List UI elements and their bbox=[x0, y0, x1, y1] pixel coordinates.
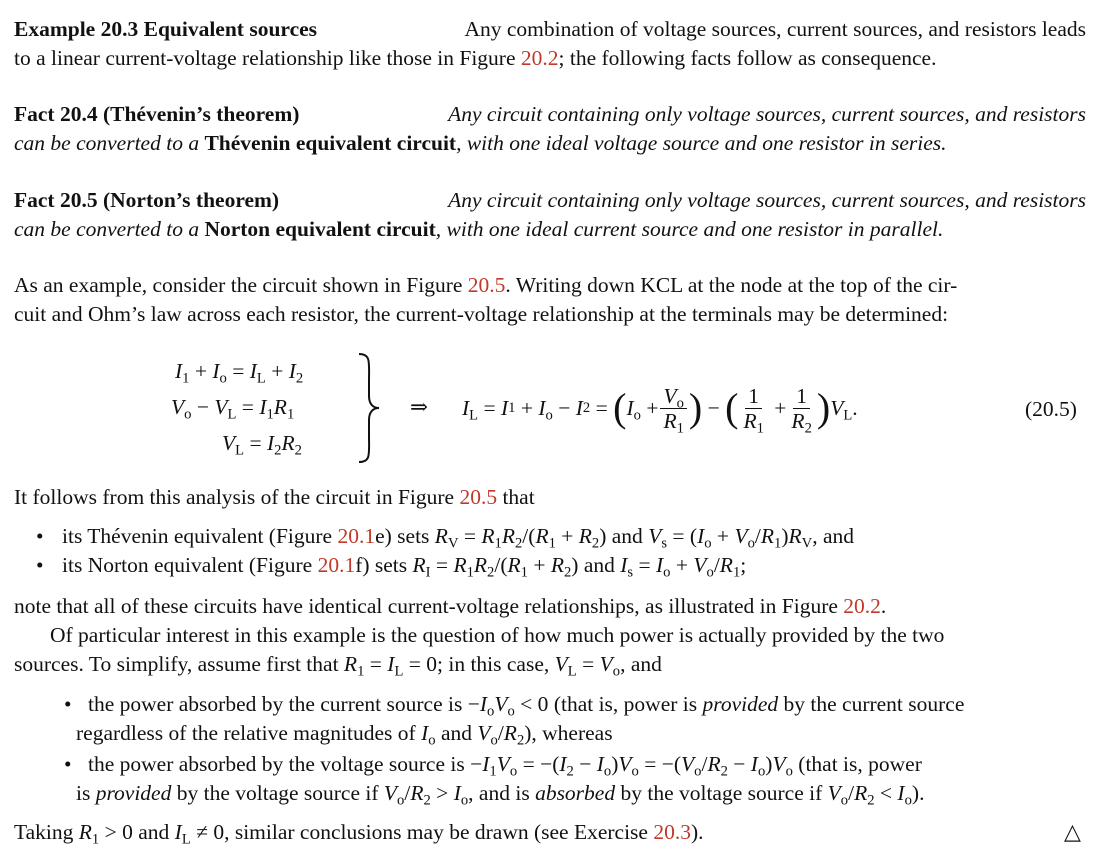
intro-line-1 bbox=[14, 270, 957, 300]
figure-link[interactable]: 20.1 bbox=[337, 524, 376, 548]
fact-norton-label: Fact 20.5 (Norton’s theorem) bbox=[14, 188, 280, 212]
fact-norton-text-2: can be converted to a bbox=[14, 217, 200, 241]
example-line-1 bbox=[14, 14, 1086, 44]
right-brace bbox=[355, 352, 385, 464]
bullet-current-source: • the power absorbed by the current source is $-I_oV_o < 0$ (that is, power is provided by the current source bbox=[88, 689, 964, 719]
bullet-text: , and is bbox=[468, 781, 530, 805]
example-label: Example 20.3 bbox=[14, 17, 139, 41]
figure-link[interactable]: 20.2 bbox=[520, 46, 559, 70]
bullet-current-source-cont: regardless of the relative magnitudes of $I_o$ and $V_o/R_2$), whereas bbox=[76, 721, 613, 749]
intro-text-1: As an example, consider the circuit shown in Figure bbox=[14, 273, 463, 297]
example-text-3: ; the following facts follow as consequence. bbox=[558, 46, 937, 70]
interest-text-1: Of particular interest in this example is the question of how much power is actually provided by the two bbox=[50, 623, 945, 647]
follows-text-2: that bbox=[502, 485, 535, 509]
figure-link[interactable]: 20.5 bbox=[467, 273, 506, 297]
bullet-dot: • bbox=[36, 524, 44, 548]
follows-line bbox=[14, 482, 535, 512]
bullet-norton: • its Norton equivalent (Figure 20.1f) sets $R_I = R_1R_2/(R_1 + R_2)$ and $I_s = I_o + V_o/R_1$; bbox=[62, 550, 746, 580]
figure-link[interactable]: 20.5 bbox=[459, 485, 498, 509]
bullet-emphasis: provided bbox=[95, 781, 172, 805]
fact-norton-text-3: , with one ideal current source and one resistor in parallel. bbox=[435, 217, 944, 241]
example-line-2 bbox=[14, 43, 936, 73]
fact-thevenin-line-2 bbox=[14, 128, 947, 158]
example-text-2: to a linear current-voltage relationship like those in Figure bbox=[14, 46, 516, 70]
figure-link[interactable]: 20.1 bbox=[317, 553, 356, 577]
equation-result: $I_L$ = I 1 + $I_o$ − I 2 = ( $I_o$ + $\frac{V_o}{R_1}$ ) − ( $\frac{1}{R_1}$ + $\frac{1}{R_2}$ ) $V_L$ . bbox=[462, 383, 858, 436]
fact-thevenin-text-2: can be converted to a bbox=[14, 131, 200, 155]
fraction-1-r2: $\frac{1}{R_2}$ bbox=[791, 383, 812, 436]
fact-norton-line-2 bbox=[14, 214, 943, 244]
bullet-thevenin: • its Thévenin equivalent (Figure 20.1e) sets $R_V = R_1R_2/(R_1 + R_2)$ and $V_s = (I_o + V_o/R_1)R_V$, and bbox=[62, 521, 854, 551]
fact-thevenin-label: Fact 20.4 (Thévenin’s theorem) bbox=[14, 102, 300, 126]
closing-line: Taking $R_1 > 0$ and $I_L \ne 0$, similar conclusions may be drawn (see Exercise 20.3). bbox=[14, 820, 704, 848]
closing-text-1: Taking bbox=[14, 820, 74, 844]
bullet-text: its Norton equivalent (Figure bbox=[62, 553, 313, 577]
intro-line-2 bbox=[14, 299, 948, 329]
bullet-text: the power absorbed by the voltage source is bbox=[88, 752, 465, 776]
note-line bbox=[14, 591, 886, 621]
bullet-dot: • bbox=[64, 752, 72, 776]
bullet-text: by the voltage source if bbox=[176, 781, 379, 805]
interest-text-2: sources. To simplify, assume first that bbox=[14, 652, 339, 676]
fraction-vo-r1: $\frac{V_o}{R_1}$ bbox=[660, 384, 686, 433]
bullet-text: is bbox=[76, 781, 91, 805]
implies-arrow: ⇒ bbox=[410, 395, 429, 419]
bullet-emphasis: absorbed bbox=[535, 781, 616, 805]
closing-text-3: ). bbox=[690, 820, 704, 844]
interest-line-2: sources. To simplify, assume first that $R_1 = I_L = 0$; in this case, $V_L = V_o$, and bbox=[14, 652, 662, 680]
bullet-text: (that is, power bbox=[798, 752, 922, 776]
equation-20-5 bbox=[0, 350, 1108, 468]
example-text-1: Any combination of voltage sources, current sources, and resistors leads bbox=[464, 17, 1086, 41]
interest-line-1 bbox=[50, 620, 944, 650]
norton-term: Norton equivalent circuit bbox=[204, 217, 436, 241]
bullet-emphasis: provided bbox=[702, 692, 779, 716]
bullet-text: (that is, power is bbox=[553, 692, 698, 716]
equation-number: (20.5) bbox=[1025, 397, 1077, 421]
bullet-text: ), whereas bbox=[524, 721, 613, 745]
equation-kcl: $I_1 + I_o = I_L + I_2$ bbox=[175, 359, 304, 387]
note-text: note that all of these circuits have identical current-voltage relationships, as illustrated in Figure bbox=[14, 594, 838, 618]
bullet-text: its Thévenin equivalent (Figure bbox=[62, 524, 333, 548]
fact-thevenin-line-1 bbox=[14, 99, 1086, 129]
bullet-text: by the current source bbox=[783, 692, 965, 716]
bullet-text: e) sets bbox=[375, 524, 430, 548]
figure-link[interactable]: 20.2 bbox=[843, 594, 881, 618]
bullet-text: regardless of the relative magnitudes of bbox=[76, 721, 416, 745]
equation-ohm-1: $V_o - V_L = I_1R_1$ bbox=[171, 395, 295, 423]
fact-norton-text-1: Any circuit containing only voltage sources, current sources, and resistors bbox=[448, 188, 1086, 212]
bullet-dot: • bbox=[64, 692, 72, 716]
fraction-1-r1: $\frac{1}{R_1}$ bbox=[743, 383, 764, 436]
exercise-link[interactable]: 20.3 bbox=[653, 820, 691, 844]
bullet-text: the power absorbed by the current source is bbox=[88, 692, 463, 716]
example-title: Equivalent sources bbox=[143, 17, 318, 41]
fact-norton-line-1 bbox=[14, 185, 1086, 215]
intro-text-3: cuit and Ohm’s law across each resistor, the current-voltage relationship at the terminals may be determined: bbox=[14, 302, 949, 326]
end-of-example-triangle: △ bbox=[1064, 819, 1081, 844]
closing-text-2: similar conclusions may be drawn (see Exercise bbox=[234, 820, 648, 844]
bullet-voltage-source-cont: is provided by the voltage source if $V_o/R_2 > I_o$, and is absorbed by the voltage source if $V_o/R_2 < I_o$). bbox=[76, 781, 925, 809]
intro-text-2: . Writing down KCL at the node at the top of the cir- bbox=[505, 273, 958, 297]
thevenin-term: Thévenin equivalent circuit bbox=[204, 131, 457, 155]
bullet-text: f) sets bbox=[355, 553, 408, 577]
note-text-end: . bbox=[880, 594, 887, 618]
bullet-text: by the voltage source if bbox=[620, 781, 823, 805]
follows-text-1: It follows from this analysis of the circuit in Figure bbox=[14, 485, 455, 509]
fact-thevenin-text-3: , with one ideal voltage source and one resistor in series. bbox=[456, 131, 947, 155]
fact-thevenin-text-1: Any circuit containing only voltage sources, current sources, and resistors bbox=[448, 102, 1086, 126]
bullet-dot: • bbox=[36, 553, 44, 577]
equation-ohm-2: $V_L = I_2R_2$ bbox=[222, 431, 302, 459]
bullet-voltage-source: • the power absorbed by the voltage source is $-I_1V_o = -(I_2 - I_o)V_o = -(V_o/R_2 - I_o)V_o$ (that is, power bbox=[88, 749, 922, 779]
